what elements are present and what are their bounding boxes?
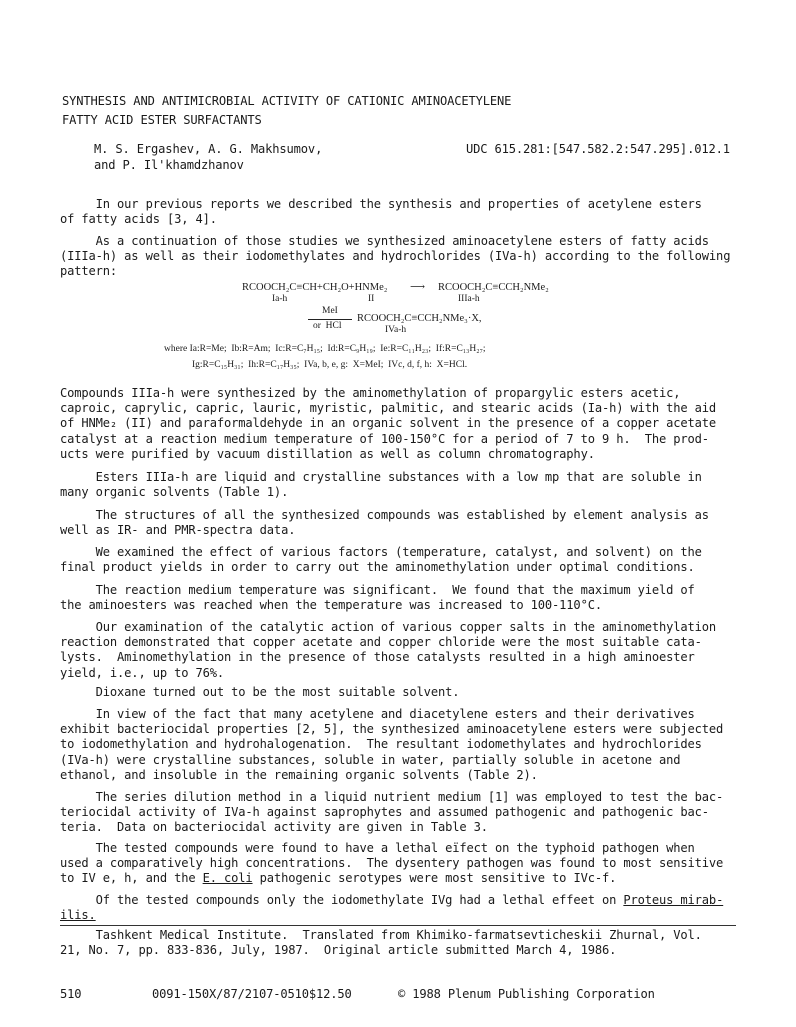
paragraph-esters xyxy=(60,470,702,500)
paragraph-dilution-method xyxy=(60,790,723,836)
label-ia-h: Ia-h xyxy=(272,294,288,304)
paragraph-synthesis xyxy=(60,386,716,462)
text-line: teriocidal activity of IVa-h against saprophytes and assumed pathogenic and pathogenic bac- xyxy=(60,805,709,820)
text-line: Of the tested compounds only the iodomethylate IVg had a lethal effeet on xyxy=(60,893,624,907)
scheme-product-iv: RCOOCH₂C≡CCH₂NMe₃·X, xyxy=(357,313,482,324)
label-iiia-h: IIIa-h xyxy=(458,294,480,304)
reaction-arrow-icon: ⟶ xyxy=(410,282,426,293)
text-line: (IIIa-h) as well as their iodomethylates and hydrochlorides (IVa-h) according to the following xyxy=(60,249,731,264)
text-line: pattern: xyxy=(60,264,118,279)
text-line: 21, No. 7, pp. 833-836, July, 1987. Original article submitted March 4, 1986. xyxy=(60,943,617,958)
label-ii: II xyxy=(368,294,375,304)
paragraph-results xyxy=(60,841,723,887)
affiliation-note xyxy=(60,928,702,958)
udc-code: UDC 615.281:[547.582.2:547.295].012.1 xyxy=(466,142,730,156)
paragraph-structures xyxy=(60,508,709,538)
text-line: final product yields in order to carry out the aminomethylation under optimal conditions. xyxy=(60,560,695,575)
text-line: Our examination of the catalytic action of various copper salts in the aminomethylation xyxy=(60,620,717,634)
authors-line-2: and P. Il'khamdzhanov xyxy=(94,157,244,172)
paragraph-intro-2 xyxy=(60,234,730,280)
text-line: The series dilution method in a liquid nutrient medium [1] was employed to test the bac- xyxy=(60,790,724,804)
title-line-1: SYNTHESIS AND ANTIMICROBIAL ACTIVITY OF CATIONIC AMINOACETYLENE xyxy=(62,94,512,108)
text-line: catalyst at a reaction medium temperature of 100-150°C for a period of 7 to 9 h. The prod- xyxy=(60,431,709,446)
substituent-list-2: Ig:R=C₁₅H₃₁; Ih:R=C₁₇H₃₅; IVa, b, e, g: X=MeI; IVc, d, f, h: X=HCl. xyxy=(192,360,468,370)
text-line: exhibit bacteriocidal properties [2, 5], the synthesized aminoacetylene esters were subjected xyxy=(60,722,724,737)
label-iva-h: IVa-h xyxy=(385,325,407,335)
text-line: well as IR- and PMR-spectra data. xyxy=(60,523,296,538)
text-line: ethanol, and insoluble in the remaining organic solvents (Table 2). xyxy=(60,767,538,782)
paragraph-solvent xyxy=(60,685,459,700)
text-line: As a continuation of those studies we synthesized aminoacetylene esters of fatty acids xyxy=(60,234,709,248)
paper-title xyxy=(62,92,511,130)
text-line: to iodomethylation and hydrohalogenation. The resultant iodomethylates and hydrochlorides xyxy=(60,737,702,752)
scheme-reactants: RCOOCH₂C≡CH+CH₂O+HNMe₂ xyxy=(242,282,388,293)
paragraph-intro-1 xyxy=(60,197,702,227)
footnote-rule xyxy=(60,925,736,926)
author-list xyxy=(94,142,322,173)
proteus-term-end: ilis. xyxy=(60,908,96,923)
reagent-hcl: or HCl xyxy=(313,321,342,331)
text-line: In view of the fact that many acetylene and diacetylene esters and their derivatives xyxy=(60,707,695,721)
proteus-term: Proteus mirab- xyxy=(623,893,724,907)
text-line: The structures of all the synthesized compounds was established by element analysis as xyxy=(60,508,709,522)
text-line: Compounds IIIa-h were synthesized by the aminomethylation of propargylic esters acetic, xyxy=(60,386,681,400)
text-line: pathogenic serotypes were most sensitive to IVc-f. xyxy=(252,871,617,886)
text-line: In our previous reports we described the synthesis and properties of acetylene esters xyxy=(60,197,702,211)
authors-line-1: M. S. Ergashev, A. G. Makhsumov, xyxy=(94,142,323,156)
paragraph-temperature xyxy=(60,583,695,613)
text-line: Tashkent Medical Institute. Translated from Khimiko-farmatsevticheskii Zhurnal, Vol. xyxy=(60,928,702,942)
text-line: Dioxane turned out to be the most suitable solvent. xyxy=(60,685,460,699)
text-line: We examined the effect of various factors (temperature, catalyst, and solvent) on the xyxy=(60,545,702,559)
text-line: lysts. Aminomethylation in the presence of those catalysts resulted in a high aminoester xyxy=(60,650,695,665)
page-number: 510 xyxy=(60,987,82,1001)
text-line: reaction demonstrated that copper acetate and copper chloride were the most suitable cata- xyxy=(60,635,702,650)
text-line: caproic, caprylic, capric, lauric, myristic, palmitic, and stearic acids (Ia-h) with the aid xyxy=(60,401,717,416)
text-line: (IVa-h) were crystalline substances, soluble in water, partially soluble in acetone and xyxy=(60,752,681,767)
text-line: to IV e, h, and the xyxy=(60,871,203,886)
text-line: Esters IIIa-h are liquid and crystalline substances with a low mp that are soluble in xyxy=(60,470,702,484)
text-line: used a comparatively high concentrations. The dysentery pathogen was found to most sensitive xyxy=(60,856,724,871)
text-line: of HNMe₂ (II) and paraformaldehyde in an organic solvent in the presence of a copper acetate xyxy=(60,416,717,431)
scheme-product-iii: RCOOCH₂C≡CCH₂NMe₂ xyxy=(438,282,549,293)
reagent-arrow-icon xyxy=(308,319,352,320)
text-line: of fatty acids [3, 4]. xyxy=(60,212,217,227)
paragraph-iodomethylation xyxy=(60,707,723,783)
text-line: many organic solvents (Table 1). xyxy=(60,485,289,500)
reagent-mei: MeI xyxy=(322,306,338,316)
ecoli-term: E. coli xyxy=(202,871,253,886)
text-line: The reaction medium temperature was significant. We found that the maximum yield of xyxy=(60,583,695,597)
paragraph-factors xyxy=(60,545,702,575)
article-code: 0091-150X/87/2107-0510$12.50 xyxy=(152,987,352,1001)
text-line: the aminoesters was reached when the temperature was increased to 100-110°C. xyxy=(60,598,602,613)
paragraph-proteus xyxy=(60,893,723,923)
copyright-notice: © 1988 Plenum Publishing Corporation xyxy=(398,987,655,1001)
text-line: yield, i.e., up to 76%. xyxy=(60,665,225,680)
text-line: teria. Data on bacteriocidal activity are given in Table 3. xyxy=(60,820,488,835)
text-line: ucts were purified by vacuum distillation as well as column chromatography. xyxy=(60,446,595,461)
title-line-2: FATTY ACID ESTER SURFACTANTS xyxy=(62,113,262,127)
substituent-list-1: where Ia:R=Me; Ib:R=Am; Ic:R=C₇H₁₅; Id:R=C₉H₁₉; Ie:R=C₁₁H₂₃; If:R=C₁₃H₂₇; xyxy=(164,344,486,354)
text-line: The tested compounds were found to have a lethal eïfect on the typhoid pathogen when xyxy=(60,841,695,855)
paragraph-catalyst xyxy=(60,620,716,681)
